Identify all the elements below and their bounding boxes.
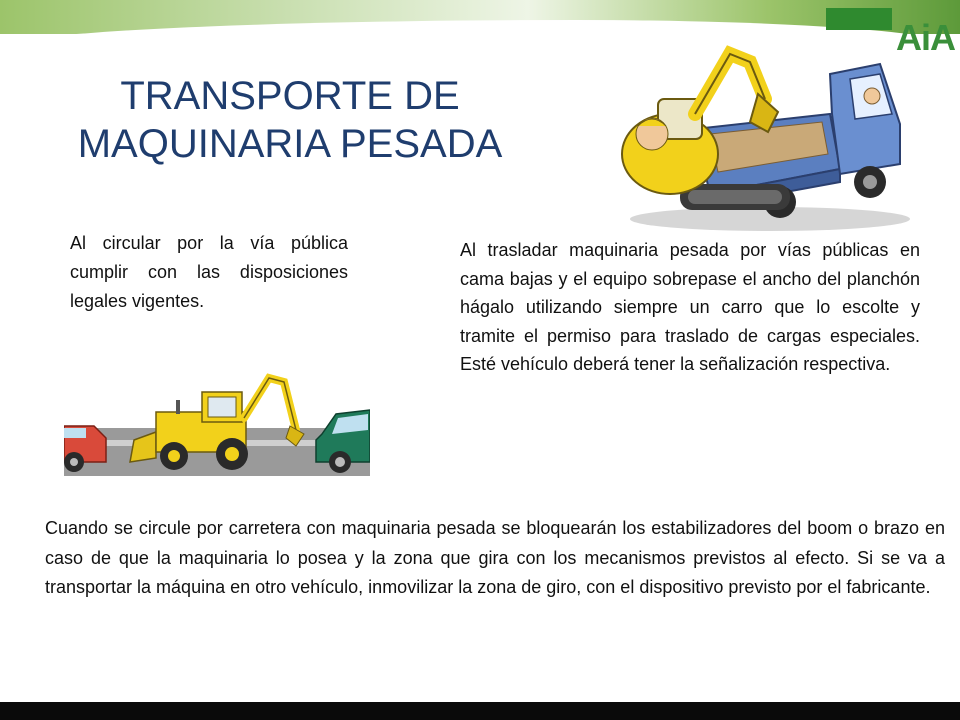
brand-logo: AiA — [896, 17, 955, 58]
excavator-truck-illustration — [600, 34, 910, 234]
footer-bar — [0, 702, 960, 720]
paragraph-right: Al trasladar maquinaria pesada por vías públicas en cama bajas y el equipo sobrepase el ancho del planchón hágalo utilizando siempre un carro que lo escolte y tramite el permiso para traslado de cargas especiales. Esté vehículo deberá tener la señalización respectiva. — [460, 240, 920, 374]
brand-color-block — [826, 8, 892, 30]
paragraph-left: Al circular por la vía pública cumplir con las disposiciones legales vigentes. — [70, 233, 348, 311]
slide-title: TRANSPORTE DE MAQUINARIA PESADA — [77, 74, 503, 166]
backhoe-road-illustration — [64, 370, 370, 476]
paragraph-bottom: Cuando se circule por carretera con maquinaria pesada se bloquearán los estabilizadores del boom o brazo en caso de que la maquinaria lo posea y la zona que gira con los mecanismos previstos al efecto. Si se va a transportar la máquina en otro vehículo, inmovilizar la zona de giro, con el dispositivo previsto por el fabricante. — [45, 518, 945, 597]
